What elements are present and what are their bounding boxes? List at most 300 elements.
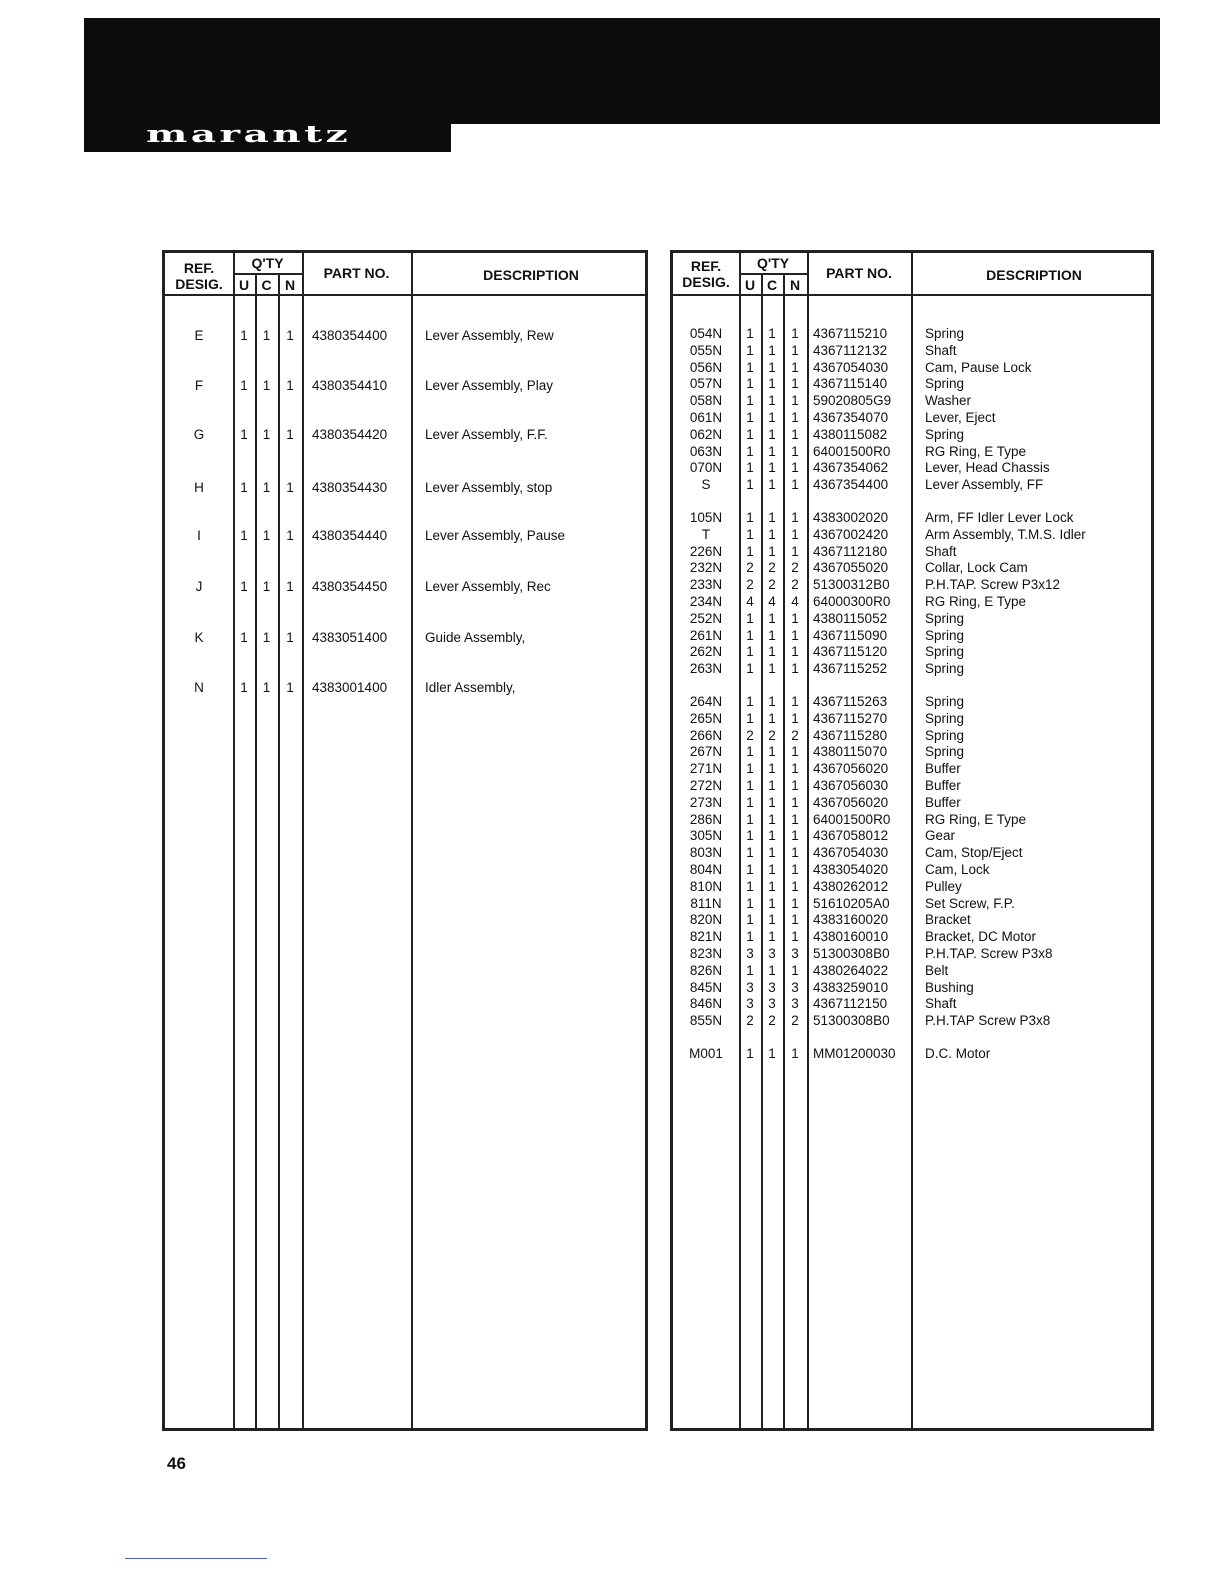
qty-c-cell: 1 (768, 443, 776, 459)
part-no-cell: 4367115263 (813, 694, 888, 709)
ref-desig-cell: 846N (689, 996, 723, 1012)
qty-n-cell: 3 (791, 979, 799, 995)
part-no-cell: 4367115280 (813, 727, 888, 743)
description-cell: Bracket, DC Motor (925, 929, 1037, 945)
description-cell: Arm, FF Idler Lever Lock (925, 510, 1074, 525)
part-no-cell: 4367115090 (813, 627, 888, 643)
ref-desig-cell: 234N (689, 594, 723, 609)
qty-u-cell: 1 (746, 610, 754, 626)
qty-n-cell: 1 (791, 878, 799, 894)
part-no-cell: 4380262012 (813, 878, 889, 894)
part-no-cell: 4367056030 (813, 778, 889, 793)
qty-c-cell: 1 (768, 710, 776, 726)
qty-n-cell: 2 (791, 560, 799, 576)
qty-c-cell: 1 (768, 929, 776, 945)
qty-u-cell: 1 (746, 410, 754, 425)
description-cell: Gear (925, 828, 956, 844)
part-no-cell: MM01200030 (813, 1046, 896, 1061)
description-cell: Spring (925, 644, 965, 660)
qty-n-cell: 1 (791, 929, 799, 945)
part-no-cell: 4367054030 (813, 359, 889, 375)
part-no-cell: 4380160010 (813, 929, 889, 945)
qty-u-cell: 1 (240, 427, 248, 442)
ref-desig-cell: 263N (689, 661, 723, 677)
part-no-cell: 4383001400 (312, 680, 388, 695)
part-no-header: PART NO. (323, 265, 390, 281)
table-row (673, 593, 1151, 610)
table-row (673, 710, 1151, 727)
qty-u-cell: 1 (746, 661, 754, 677)
table-row (673, 443, 1151, 460)
qty-header: Q'TY (756, 255, 790, 271)
n-header: N (284, 277, 296, 293)
description-cell: Shaft (925, 342, 957, 358)
qty-u-cell: 1 (240, 630, 248, 645)
qty-header: Q'TY (251, 255, 284, 271)
qty-n-cell: 1 (791, 543, 799, 559)
qty-n-cell: 1 (791, 426, 799, 442)
description-cell: Lever Assembly, FF (925, 477, 1044, 493)
table-row (673, 610, 1151, 627)
ref-desig-cell: T (701, 526, 711, 542)
ref-desig-cell: 252N (689, 610, 723, 626)
qty-n-cell: 1 (791, 342, 799, 358)
qty-n-cell: 1 (791, 962, 799, 978)
qty-u-cell: 1 (746, 694, 754, 709)
table-row (673, 995, 1151, 1012)
description-cell: Cam, Pause Lock (925, 359, 1032, 375)
description-cell: P.H.TAP Screw P3x8 (925, 1013, 1051, 1029)
table-row (673, 794, 1151, 811)
description-header: DESCRIPTION (483, 267, 579, 283)
qty-c-cell: 1 (768, 426, 776, 442)
qty-n-cell: 3 (791, 946, 799, 961)
qty-n-cell: 1 (286, 378, 294, 393)
ref-desig-cell: 056N (689, 359, 723, 375)
ref-desig-cell: 264N (689, 694, 723, 709)
ref-desig-cell: H (194, 480, 204, 495)
description-cell: Spring (925, 610, 965, 626)
part-no-cell: 4380354450 (312, 579, 388, 594)
description-cell: Bushing (925, 979, 974, 995)
table-row (673, 928, 1151, 945)
part-no-cell: 4367056020 (813, 761, 889, 777)
ref-desig-cell: G (193, 427, 205, 442)
qty-u-cell: 1 (746, 895, 754, 911)
qty-u-cell: 2 (746, 560, 754, 576)
ref-desig-cell: 262N (689, 644, 723, 660)
description-cell: RG Ring, E Type (925, 594, 1027, 609)
ref-desig-cell: J (195, 579, 203, 594)
c-header: C (261, 277, 272, 293)
description-cell: Lever Assembly, Rew (425, 328, 554, 343)
description-cell: Cam, Lock (925, 862, 990, 877)
part-no-cell: 4380354430 (312, 480, 388, 495)
table-row (673, 543, 1151, 560)
qty-n-cell: 1 (791, 761, 799, 777)
qty-c-cell: 1 (768, 393, 776, 409)
qty-n-cell: 1 (791, 744, 799, 760)
qty-u-cell: 1 (746, 710, 754, 726)
description-cell: D.C. Motor (925, 1046, 991, 1061)
qty-n-cell: 1 (791, 644, 799, 660)
part-no-cell: 59020805G9 (813, 393, 892, 409)
ref-desig-cell: 267N (689, 744, 723, 760)
qty-c-cell: 3 (768, 996, 776, 1012)
qty-u-cell: 1 (746, 1046, 754, 1061)
qty-n-cell: 1 (791, 460, 799, 476)
qty-c-cell: 1 (768, 526, 776, 542)
table-row (673, 509, 1151, 526)
table-row (673, 811, 1151, 828)
part-no-cell: 4367112132 (813, 342, 888, 358)
qty-c-cell: 4 (768, 594, 776, 609)
qty-c-cell: 1 (768, 845, 776, 861)
qty-c-cell: 1 (768, 627, 776, 643)
ref-desig-cell: 826N (689, 962, 723, 978)
table-row (165, 527, 645, 544)
table-row (673, 727, 1151, 744)
part-no-cell: 4367115140 (813, 376, 888, 392)
table-row (673, 660, 1151, 677)
qty-u-cell: 3 (746, 996, 754, 1012)
qty-c-cell: 1 (262, 378, 271, 393)
qty-c-cell: 1 (768, 878, 776, 894)
qty-u-cell: 1 (746, 962, 754, 978)
description-cell: Pulley (925, 878, 962, 894)
qty-u-cell: 1 (240, 328, 248, 343)
qty-c-cell: 1 (262, 328, 271, 343)
qty-c-cell: 2 (768, 1013, 776, 1029)
part-no-cell: 51300308B0 (813, 946, 890, 961)
description-cell: Idler Assembly, (425, 680, 516, 695)
u-header: U (238, 277, 250, 293)
qty-u-cell: 1 (240, 528, 248, 543)
description-cell: Spring (925, 426, 965, 442)
table-row (673, 342, 1151, 359)
qty-n-cell: 1 (791, 778, 799, 793)
qty-c-cell: 1 (768, 895, 776, 911)
qty-n-cell: 3 (791, 996, 799, 1012)
table-row (673, 693, 1151, 710)
description-cell: Spring (925, 710, 965, 726)
qty-u-cell: 1 (746, 811, 754, 827)
description-cell: Spring (925, 694, 965, 709)
qty-c-cell: 1 (262, 630, 271, 645)
table-row (673, 777, 1151, 794)
ref-desig-cell: 271N (689, 761, 723, 777)
qty-c-cell: 1 (768, 543, 776, 559)
qty-u-cell: 1 (746, 510, 754, 525)
table-row (673, 861, 1151, 878)
table-row (673, 760, 1151, 777)
page-number: 46 (167, 1454, 186, 1473)
description-cell: Lever Assembly, Pause (425, 528, 566, 543)
qty-c-cell: 2 (768, 560, 776, 576)
description-cell: Spring (925, 727, 965, 743)
ref-desig-cell: 305N (689, 828, 723, 844)
qty-c-cell: 1 (768, 862, 776, 877)
part-no-cell: 4367112180 (813, 543, 888, 559)
qty-n-cell: 1 (791, 610, 799, 626)
description-cell: Spring (925, 627, 965, 643)
qty-u-cell: 1 (746, 862, 754, 877)
qty-n-cell: 2 (791, 577, 799, 593)
u-header: U (744, 277, 756, 293)
description-cell: Shaft (925, 543, 957, 559)
qty-n-cell: 1 (286, 528, 294, 543)
qty-n-cell: 1 (286, 579, 294, 594)
qty-n-cell: 1 (791, 862, 799, 877)
table-row (673, 962, 1151, 979)
qty-u-cell: 1 (746, 477, 754, 493)
qty-c-cell: 1 (768, 778, 776, 793)
description-cell: RG Ring, E Type (925, 443, 1027, 459)
ref-desig-cell: 286N (689, 811, 723, 827)
table-row (673, 844, 1151, 861)
qty-c-cell: 1 (768, 477, 776, 493)
part-no-cell: 64000300R0 (813, 594, 891, 609)
table-row (165, 629, 645, 646)
part-no-cell: 4367354070 (813, 410, 889, 425)
description-cell: Cam, Stop/Eject (925, 845, 1023, 861)
qty-u-cell: 2 (746, 577, 754, 593)
ref-desig-cell: 273N (689, 794, 723, 810)
qty-n-cell: 1 (791, 694, 799, 709)
qty-c-cell: 1 (768, 610, 776, 626)
qty-n-cell: 1 (791, 845, 799, 861)
description-cell: Buffer (925, 778, 961, 793)
qty-c-cell: 1 (768, 326, 776, 341)
table-row (673, 945, 1151, 962)
part-no-cell: 4383259010 (813, 979, 889, 995)
description-cell: Set Screw, F.P. (925, 895, 1015, 911)
qty-c-cell: 1 (262, 528, 271, 543)
part-no-cell: 4380264022 (813, 962, 889, 978)
description-cell: Lever, Eject (925, 410, 996, 425)
part-no-cell: 51300308B0 (813, 1013, 890, 1029)
qty-u-cell: 1 (746, 828, 754, 844)
qty-u-cell: 1 (746, 778, 754, 793)
table-row (673, 375, 1151, 392)
qty-c-cell: 1 (262, 579, 271, 594)
qty-u-cell: 1 (746, 929, 754, 945)
part-no-cell: 4367115120 (813, 644, 888, 660)
qty-c-cell: 1 (768, 510, 776, 525)
n-header: N (789, 277, 801, 293)
qty-n-cell: 1 (791, 376, 799, 392)
part-no-cell: 64001500R0 (813, 811, 891, 827)
table-row (673, 1045, 1151, 1062)
part-no-cell: 4367115252 (813, 661, 888, 677)
qty-u-cell: 1 (746, 526, 754, 542)
ref-desig-cell: 855N (689, 1013, 723, 1029)
table-row (673, 627, 1151, 644)
qty-n-cell: 1 (791, 326, 799, 341)
part-no-cell: 4380354420 (312, 427, 388, 442)
brand-logo: marantz (146, 121, 352, 148)
description-cell: Spring (925, 744, 965, 760)
qty-c-cell: 1 (768, 342, 776, 358)
ref-desig-cell: S (701, 477, 711, 493)
qty-u-cell: 1 (746, 376, 754, 392)
part-no-cell: 4367112150 (813, 996, 888, 1012)
table-row (673, 476, 1151, 493)
ref-desig-cell: 803N (689, 845, 723, 861)
qty-u-cell: 1 (746, 460, 754, 476)
qty-u-cell: 1 (746, 845, 754, 861)
description-cell: Shaft (925, 996, 957, 1012)
ref-desig-cell: 062N (689, 426, 723, 442)
table-row (673, 878, 1151, 895)
ref-desig-cell: 820N (689, 912, 723, 928)
part-no-cell: 4367354400 (813, 477, 889, 493)
qty-n-cell: 1 (791, 895, 799, 911)
qty-n-cell: 1 (791, 912, 799, 928)
table-row (673, 526, 1151, 543)
ref-desig-cell: N (194, 680, 204, 695)
part-no-header: PART NO. (826, 265, 892, 281)
qty-n-cell: 1 (791, 627, 799, 643)
qty-n-cell: 2 (791, 1013, 799, 1029)
part-no-cell: 4380354440 (312, 528, 388, 543)
qty-c-cell: 1 (768, 912, 776, 928)
description-cell: Lever Assembly, Rec (425, 579, 551, 594)
description-cell: Collar, Lock Cam (925, 560, 1028, 576)
table-row (673, 979, 1151, 996)
description-cell: Spring (925, 326, 965, 341)
qty-u-cell: 1 (746, 794, 754, 810)
ref-desig-cell: 804N (689, 862, 723, 877)
header-bar (84, 18, 1160, 124)
description-cell: Buffer (925, 794, 961, 810)
table-row (673, 895, 1151, 912)
ref-desig-cell: 821N (689, 929, 723, 945)
description-cell: Washer (925, 393, 972, 409)
ref-desig-cell: 232N (689, 560, 723, 576)
qty-c-cell: 1 (768, 794, 776, 810)
ref-desig-cell: E (194, 328, 204, 343)
qty-c-cell: 1 (768, 694, 776, 709)
qty-n-cell: 1 (791, 393, 799, 409)
qty-c-cell: 1 (768, 962, 776, 978)
table-row (673, 743, 1151, 760)
qty-u-cell: 1 (746, 644, 754, 660)
qty-u-cell: 1 (746, 761, 754, 777)
ref-desig-cell: 058N (689, 393, 723, 409)
description-cell: Lever Assembly, F.F. (425, 427, 548, 442)
table-row (673, 409, 1151, 426)
table-row (165, 426, 645, 443)
qty-n-cell: 1 (791, 526, 799, 542)
description-cell: Lever, Head Chassis (925, 460, 1050, 476)
description-cell: Lever Assembly, stop (425, 480, 553, 495)
qty-c-cell: 1 (768, 376, 776, 392)
ref-desig-cell: 070N (689, 460, 723, 476)
description-cell: Buffer (925, 761, 961, 777)
table-row (165, 578, 645, 595)
qty-n-cell: 4 (791, 594, 799, 609)
ref-desig-cell: 226N (689, 543, 723, 559)
parts-table-left (162, 250, 648, 1431)
qty-n-cell: 2 (791, 727, 799, 743)
ref-desig-cell: 823N (689, 946, 723, 961)
qty-n-cell: 1 (791, 828, 799, 844)
part-no-cell: 4380115082 (813, 426, 888, 442)
ref-desig-cell: F (194, 378, 204, 393)
qty-c-cell: 1 (768, 811, 776, 827)
qty-n-cell: 1 (286, 680, 294, 695)
part-no-cell: 4383051400 (312, 630, 388, 645)
qty-c-cell: 1 (768, 828, 776, 844)
qty-u-cell: 1 (746, 543, 754, 559)
description-cell: Spring (925, 661, 965, 677)
qty-u-cell: 1 (746, 627, 754, 643)
qty-c-cell: 1 (262, 427, 271, 442)
qty-u-cell: 1 (746, 912, 754, 928)
parts-table-right (670, 250, 1154, 1431)
qty-u-cell: 1 (746, 342, 754, 358)
description-cell: RG Ring, E Type (925, 811, 1027, 827)
table-row (673, 392, 1151, 409)
table-row (165, 327, 645, 344)
table-row (673, 827, 1151, 844)
qty-u-cell: 3 (746, 979, 754, 995)
qty-n-cell: 1 (286, 480, 294, 495)
qty-n-cell: 1 (791, 794, 799, 810)
qty-u-cell: 1 (240, 680, 248, 695)
table-row (673, 559, 1151, 576)
qty-c-cell: 1 (262, 480, 271, 495)
qty-u-cell: 1 (746, 393, 754, 409)
qty-u-cell: 3 (746, 946, 754, 961)
part-no-cell: 4383160020 (813, 912, 889, 928)
part-no-cell: 4383002020 (813, 510, 889, 525)
description-cell: Guide Assembly, (425, 630, 526, 645)
qty-u-cell: 1 (746, 326, 754, 341)
part-no-cell: 4380354410 (312, 378, 388, 393)
part-no-cell: 4367056020 (813, 794, 889, 810)
part-no-cell: 4367054030 (813, 845, 889, 861)
ref-desig-cell: 105N (689, 510, 723, 525)
qty-n-cell: 1 (791, 811, 799, 827)
ref-desig-cell: 055N (689, 342, 723, 358)
qty-n-cell: 1 (791, 410, 799, 425)
part-no-cell: 4380115070 (813, 744, 888, 760)
ref-desig-cell: 063N (689, 443, 723, 459)
table-row (673, 911, 1151, 928)
ref-desig-cell: 272N (689, 778, 723, 793)
part-no-cell: 4380115052 (813, 610, 888, 626)
ref-desig-cell: K (194, 630, 204, 645)
footer-rule (125, 1558, 267, 1559)
table-row (673, 459, 1151, 476)
qty-n-cell: 1 (791, 443, 799, 459)
qty-u-cell: 1 (746, 878, 754, 894)
qty-u-cell: 1 (746, 744, 754, 760)
description-cell: Spring (925, 376, 965, 392)
qty-n-cell: 1 (791, 661, 799, 677)
qty-u-cell: 1 (746, 426, 754, 442)
qty-n-cell: 1 (791, 510, 799, 525)
qty-u-cell: 1 (240, 378, 248, 393)
ref-desig-cell: 054N (689, 326, 723, 341)
description-cell: P.H.TAP. Screw P3x8 (925, 946, 1053, 961)
part-no-cell: 4367354062 (813, 460, 889, 476)
table-row (165, 679, 645, 696)
table-row (673, 1012, 1151, 1029)
table-row (673, 359, 1151, 376)
